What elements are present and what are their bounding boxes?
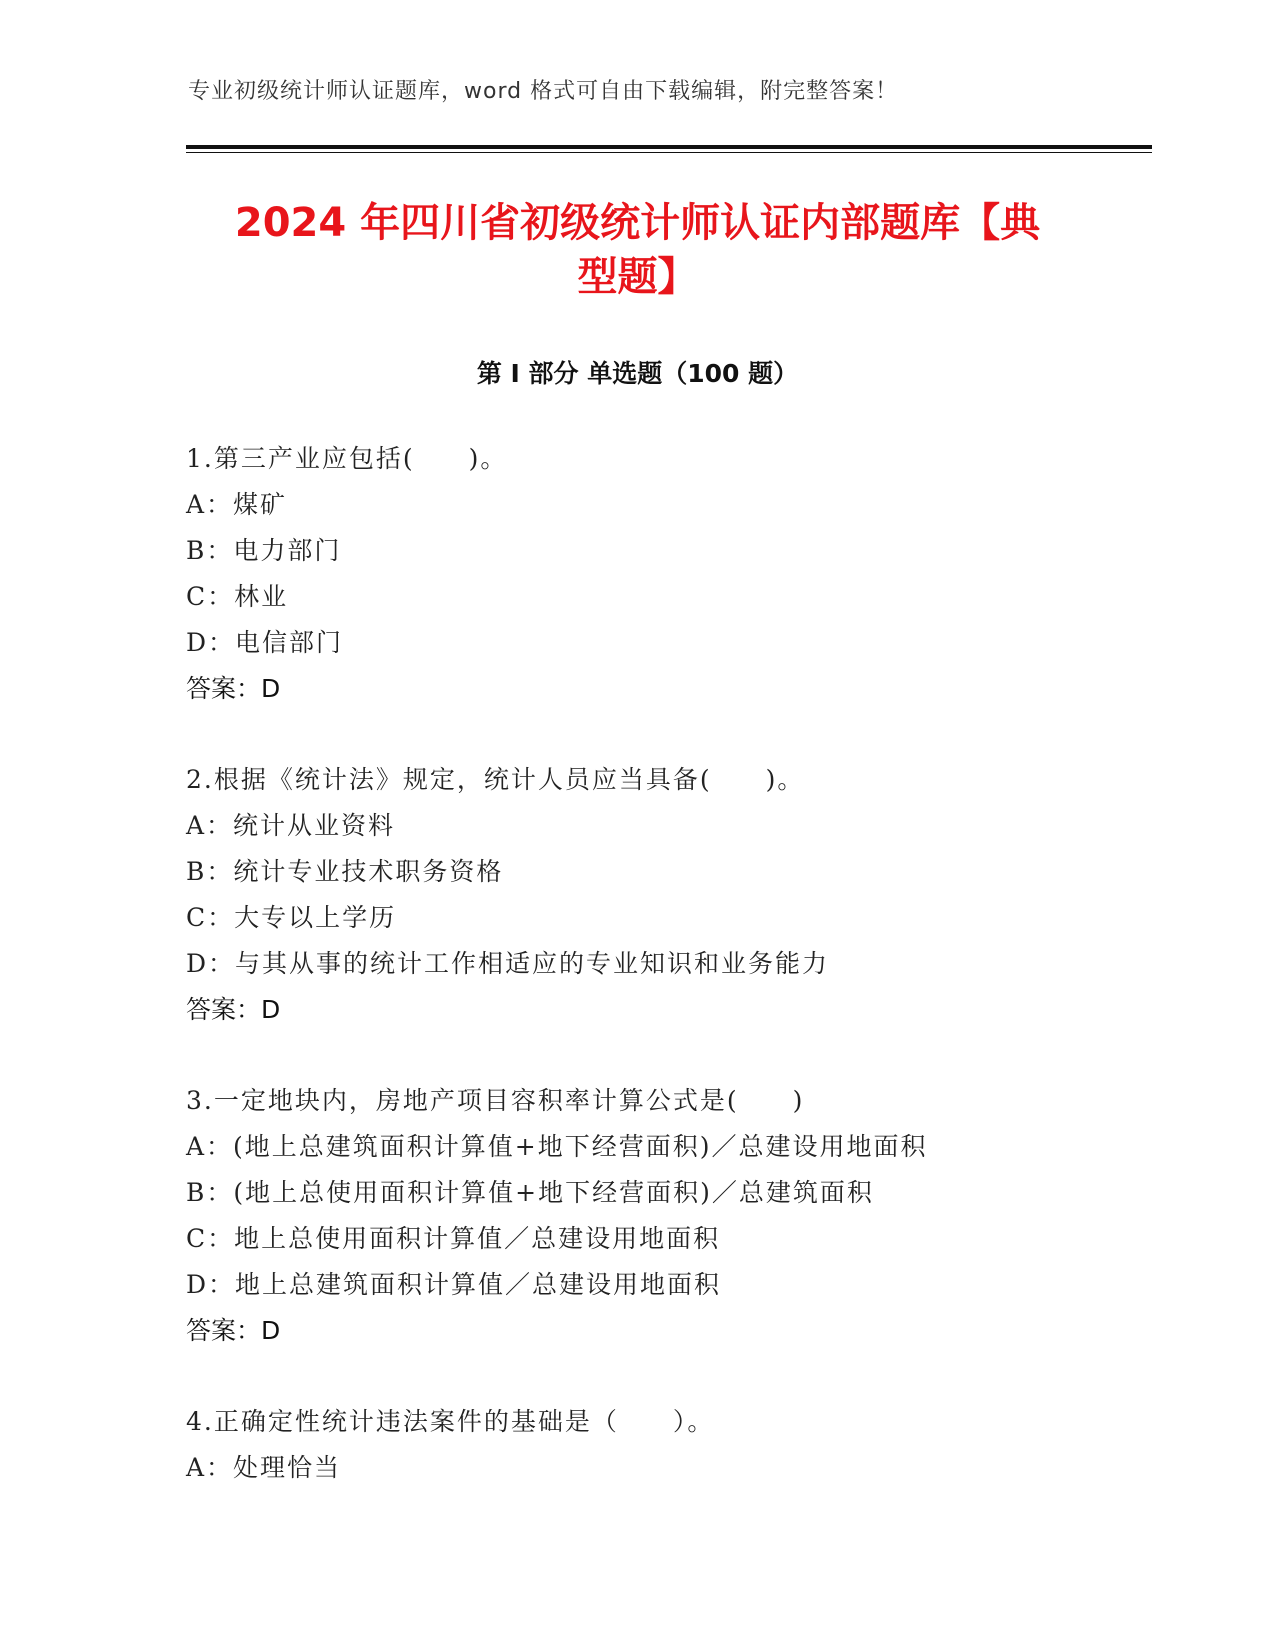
option-d: D：与其从事的统计工作相适应的专业知识和业务能力	[186, 949, 830, 978]
running-header: 专业初级统计师认证题库，word 格式可自由下载编辑，附完整答案！	[188, 79, 899, 104]
document-title	[180, 196, 1095, 304]
answer: 答案：D	[186, 1316, 281, 1345]
question-3	[186, 1078, 1136, 1354]
option-b: B：统计专业技术职务资格	[186, 857, 504, 886]
document-title-line-1: 2024 年四川省初级统计师认证内部题库【典	[234, 200, 1041, 246]
option-d: D：电信部门	[186, 628, 344, 657]
question-4	[186, 1399, 1136, 1491]
option-d: D：地上总建筑面积计算值／总建设用地面积	[186, 1270, 722, 1299]
question-stem: 1.第三产业应包括( )。	[186, 444, 508, 473]
question-2	[186, 757, 1136, 1033]
option-c: C：林业	[186, 582, 289, 611]
answer: 答案：D	[186, 995, 281, 1024]
question-list	[186, 436, 1136, 1536]
option-b: B：(地上总使用面积计算值+地下经营面积)／总建筑面积	[186, 1178, 874, 1207]
section-title: 第 I 部分 单选题（100 题）	[476, 359, 799, 388]
question-stem: 3.一定地块内，房地产项目容积率计算公式是( )	[186, 1086, 805, 1115]
answer: 答案：D	[186, 674, 281, 703]
option-a: A：处理恰当	[186, 1453, 342, 1482]
option-c: C：地上总使用面积计算值／总建设用地面积	[186, 1224, 721, 1253]
option-a: A：统计从业资料	[186, 811, 396, 840]
header-rule-thin	[186, 152, 1152, 153]
option-b: B：电力部门	[186, 536, 342, 565]
option-a: A：煤矿	[186, 490, 288, 519]
question-1	[186, 436, 1136, 712]
header-rule-thick	[186, 145, 1152, 149]
option-a: A：(地上总建筑面积计算值+地下经营面积)／总建设用地面积	[186, 1132, 928, 1161]
question-stem: 2.根据《统计法》规定，统计人员应当具备( )。	[186, 765, 805, 794]
question-stem: 4.正确定性统计违法案件的基础是（ ）。	[186, 1407, 715, 1436]
option-c: C：大专以上学历	[186, 903, 397, 932]
document-title-line-2: 型题】	[577, 254, 698, 300]
